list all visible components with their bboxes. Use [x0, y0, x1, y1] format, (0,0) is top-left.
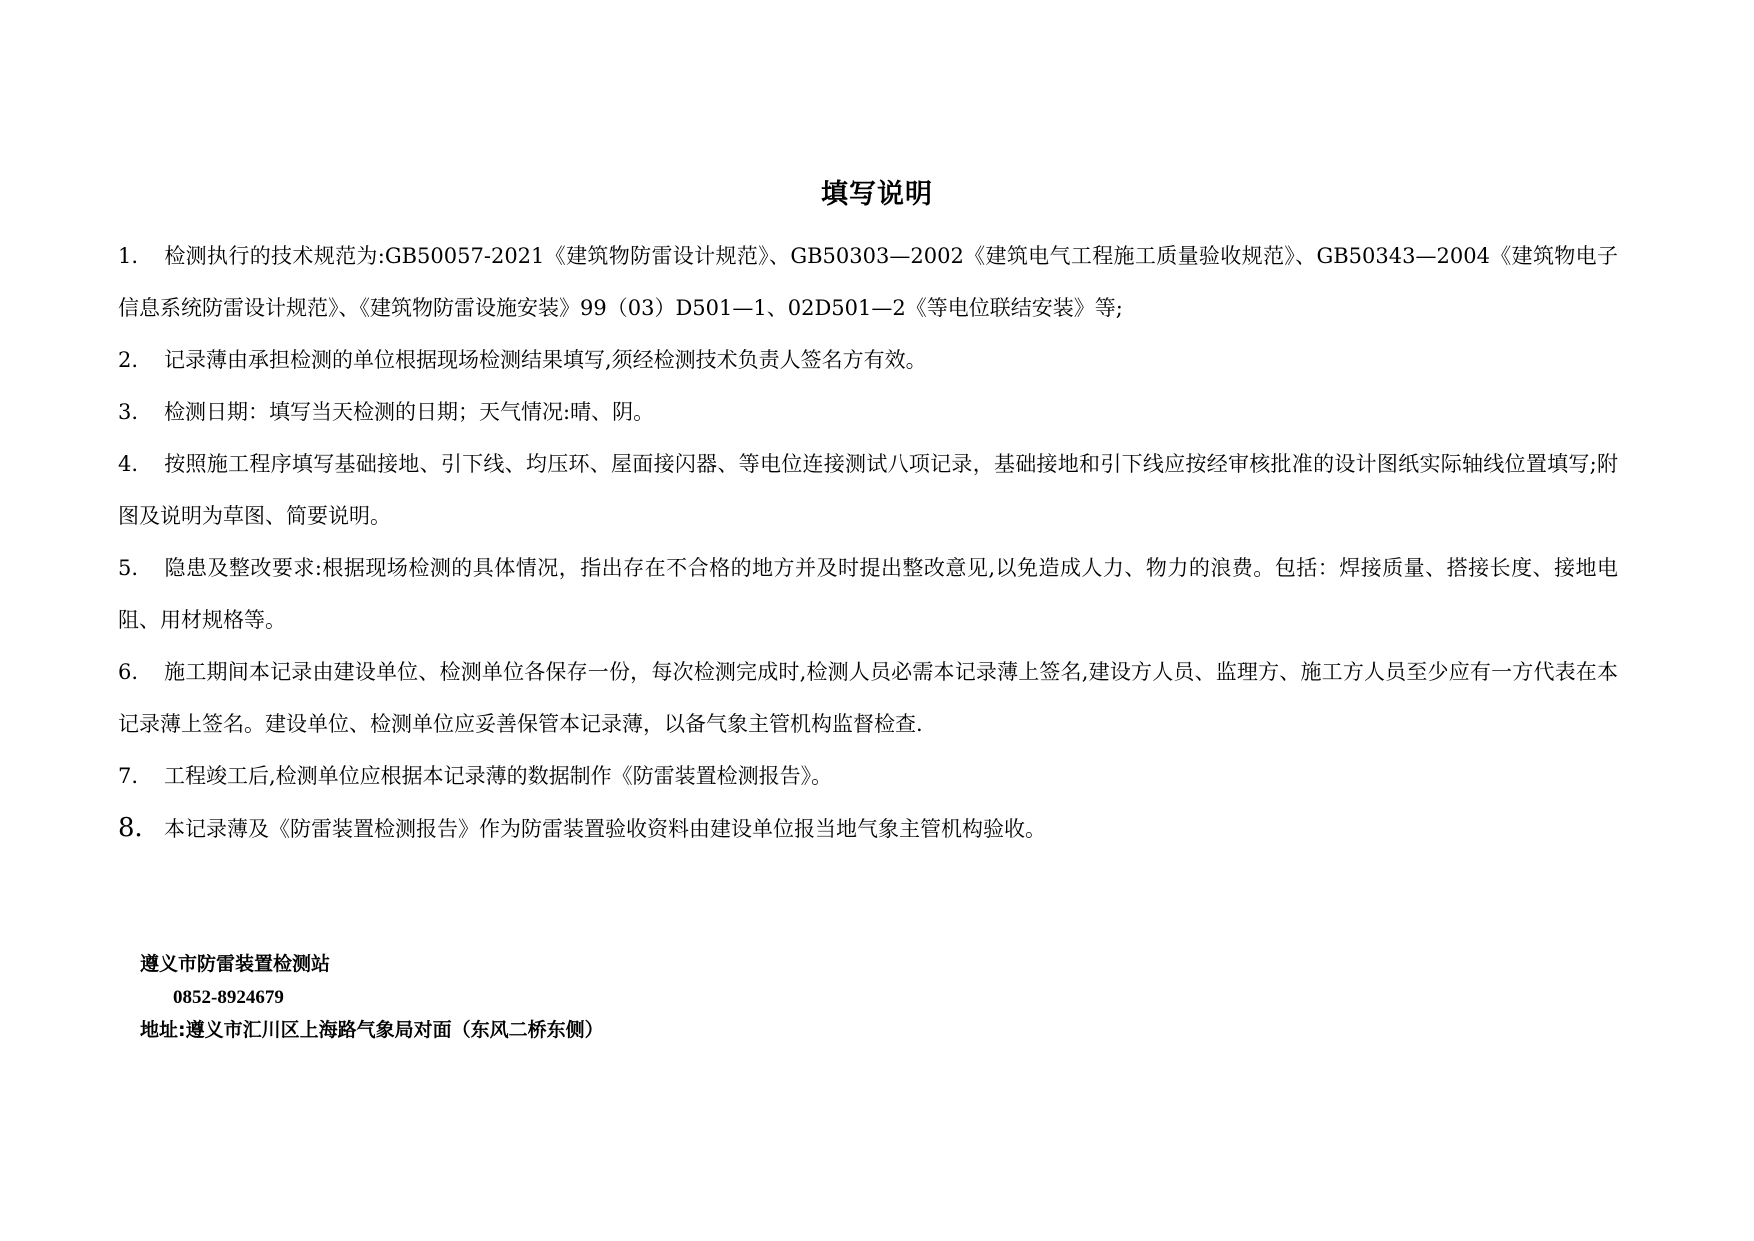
item-text: 施工期间本记录由建设单位、检测单位各保存一份，每次检测完成时,检测人员必需本记录薄上签名,建设方人员、监理方、施工方人员至少应有一方代表在本记录薄上签名。建设单位、检测单位应妥善保管本记录薄，以备气象主管机构监督检查.: [118, 660, 1618, 736]
item-text: 隐患及整改要求:根据现场检测的具体情况，指出存在不合格的地方并及时提出整改意见,以免造成人力、物力的浪费。包括：焊接质量、搭接长度、接地电阻、用材规格等。: [118, 556, 1618, 632]
item-number: 7.: [118, 764, 139, 788]
instruction-item-6: [118, 646, 1618, 750]
item-number: 2.: [118, 348, 139, 372]
item-text: 检测日期：填写当天检测的日期；天气情况:晴、阴。: [164, 400, 655, 424]
instruction-item-3: [118, 386, 1618, 438]
organization-name: 遵义市防雷装置检测站: [140, 953, 331, 975]
instruction-item-2: [118, 334, 1618, 386]
item-text: 记录薄由承担检测的单位根据现场检测结果填写,须经检测技术负责人签名方有效。: [164, 348, 927, 372]
item-text: 工程竣工后,检测单位应根据本记录薄的数据制作《防雷装置检测报告》。: [164, 764, 833, 788]
item-number: 1.: [118, 244, 139, 268]
item-text: 检测执行的技术规范为:GB50057-2021《建筑物防雷设计规范》、GB50303—2002《建筑电气工程施工质量验收规范》、GB50343—2004《建筑物电子信息系统防雷设计规范》、《建筑物防雷设施安装》99（03）D501—1、02D501—2《等电位联结安装》等;: [118, 244, 1618, 320]
item-number: 5.: [118, 556, 139, 580]
contact-footer: [140, 948, 604, 1047]
instruction-item-1: [118, 230, 1618, 334]
phone-number: 0852-8924679: [173, 987, 284, 1008]
item-text: 按照施工程序填写基础接地、引下线、均压环、屋面接闪器、等电位连接测试八项记录，基础接地和引下线应按经审核批准的设计图纸实际轴线位置填写;附图及说明为草图、简要说明。: [118, 452, 1618, 528]
instructions-list: [118, 230, 1618, 855]
instruction-item-4: [118, 438, 1618, 542]
instruction-item-5: [118, 542, 1618, 646]
item-text: 本记录薄及《防雷装置检测报告》作为防雷装置验收资料由建设单位报当地气象主管机构验收。: [164, 817, 1046, 841]
item-number: 8．: [118, 813, 161, 843]
instruction-item-8: [118, 802, 1618, 855]
page-title: 填写说明: [821, 179, 933, 210]
item-number: 3.: [118, 400, 139, 424]
instruction-item-7: [118, 750, 1618, 802]
address: 地址:遵义市汇川区上海路气象局对面（东风二桥东侧）: [140, 1019, 604, 1041]
item-number: 6.: [118, 660, 139, 684]
item-number: 4.: [118, 452, 139, 476]
